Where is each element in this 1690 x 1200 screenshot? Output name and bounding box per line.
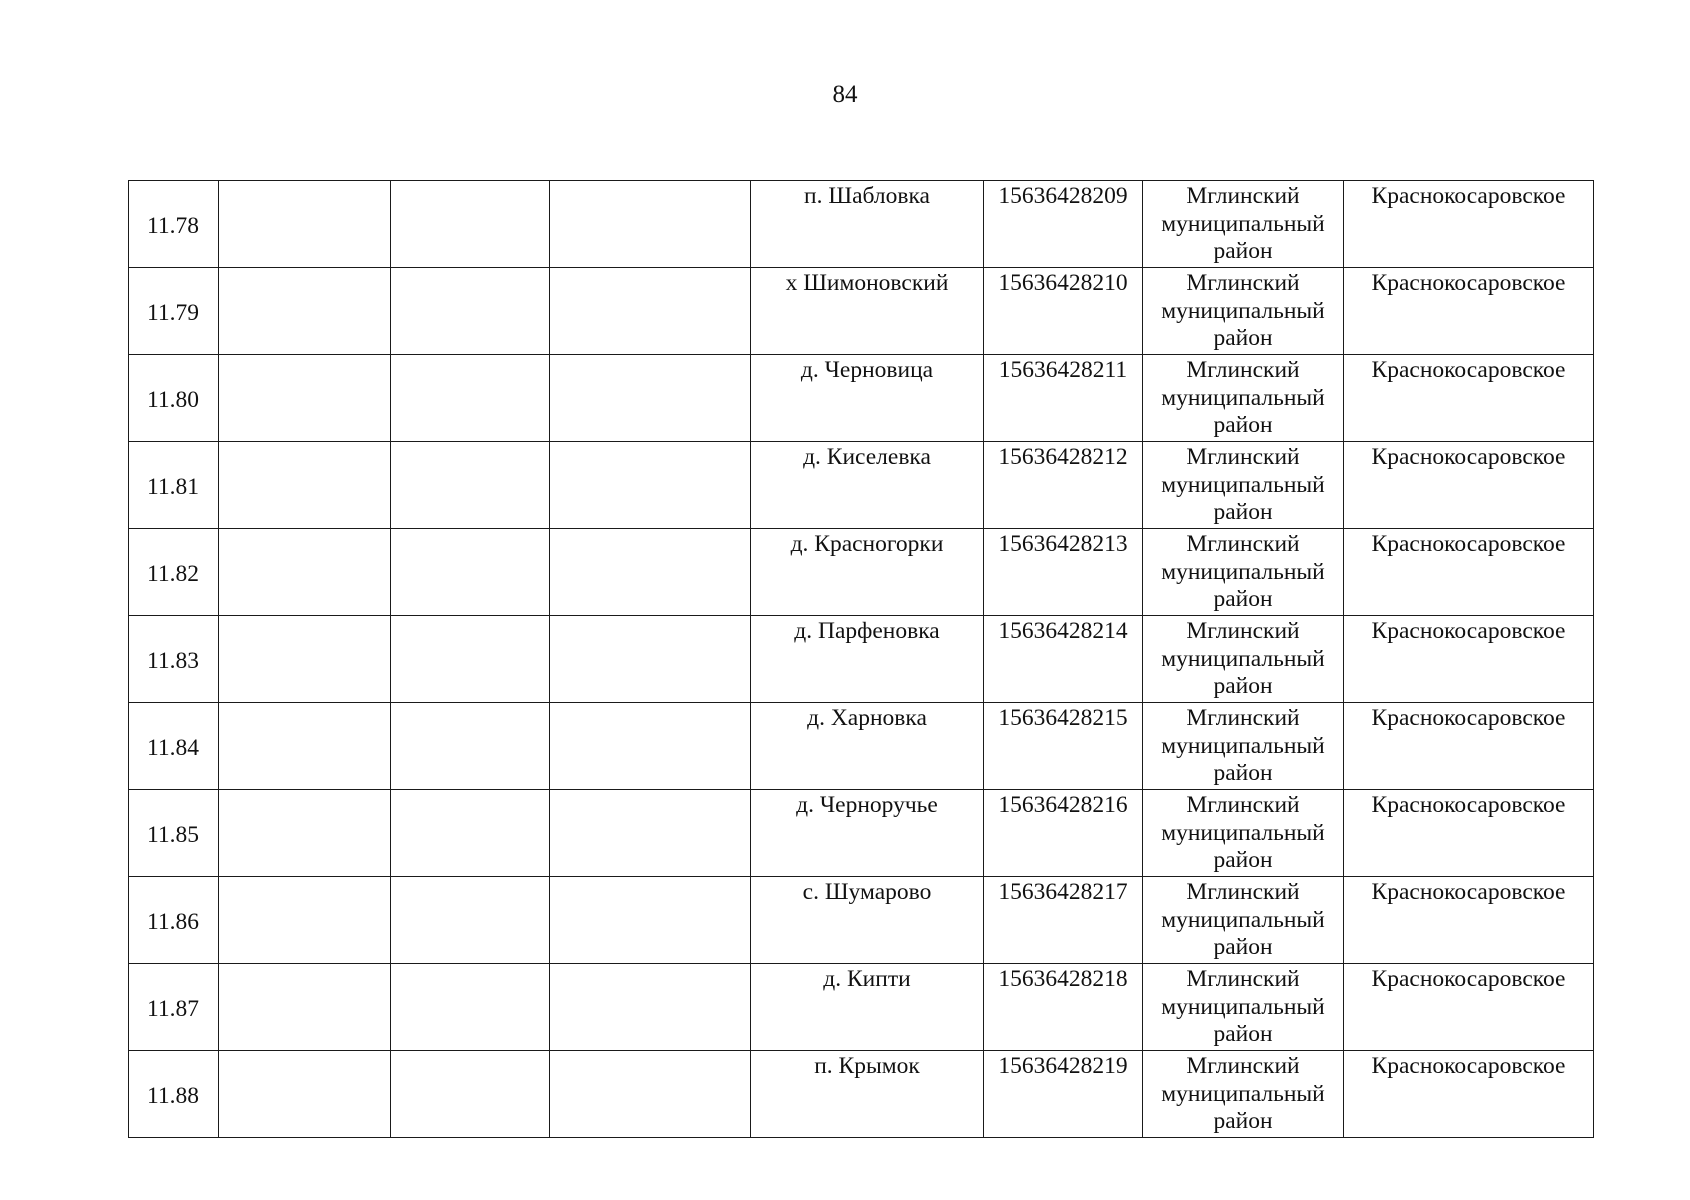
district-line: район [1213, 238, 1273, 264]
district-line: муниципальный [1161, 1080, 1325, 1107]
locality-name: д. Черноручье [751, 790, 984, 877]
district-line: муниципальный [1161, 906, 1325, 933]
settlement-name: Краснокосаровское [1344, 877, 1594, 964]
empty-cell [391, 703, 550, 790]
district-cell [1143, 616, 1344, 703]
oktmo-code: 15636428213 [984, 529, 1143, 616]
table-body [129, 181, 1594, 1138]
district-line: Мглинский [1186, 531, 1300, 557]
settlement-name: Краснокосаровское [1344, 1051, 1594, 1138]
table-row [129, 703, 1594, 790]
settlement-name: Краснокосаровское [1344, 181, 1594, 268]
table-row [129, 877, 1594, 964]
district-line: район [1213, 412, 1273, 438]
district-line: Мглинский [1186, 444, 1300, 470]
empty-cell [550, 790, 751, 877]
empty-cell [219, 703, 391, 790]
empty-cell [391, 790, 550, 877]
district-line: Мглинский [1186, 705, 1300, 731]
empty-cell [550, 355, 751, 442]
locality-name: п. Крымок [751, 1051, 984, 1138]
oktmo-code: 15636428214 [984, 616, 1143, 703]
locality-name: д. Кипти [751, 964, 984, 1051]
locality-name: д. Киселевка [751, 442, 984, 529]
empty-cell [391, 877, 550, 964]
table-row [129, 442, 1594, 529]
district-cell [1143, 790, 1344, 877]
empty-cell [550, 442, 751, 529]
empty-cell [550, 877, 751, 964]
district-line: Мглинский [1186, 183, 1300, 209]
district-line: муниципальный [1161, 558, 1325, 585]
empty-cell [219, 442, 391, 529]
table-row [129, 529, 1594, 616]
settlements-table [128, 180, 1594, 1138]
empty-cell [550, 703, 751, 790]
locality-name: х Шимоновский [751, 268, 984, 355]
oktmo-code: 15636428215 [984, 703, 1143, 790]
district-cell [1143, 877, 1344, 964]
district-line: Мглинский [1186, 270, 1300, 296]
district-line: Мглинский [1186, 1053, 1300, 1079]
empty-cell [391, 355, 550, 442]
oktmo-code: 15636428218 [984, 964, 1143, 1051]
row-number: 11.82 [129, 529, 219, 616]
district-line: муниципальный [1161, 993, 1325, 1020]
locality-name: д. Парфеновка [751, 616, 984, 703]
district-cell [1143, 964, 1344, 1051]
empty-cell [219, 268, 391, 355]
empty-cell [391, 529, 550, 616]
empty-cell [219, 529, 391, 616]
empty-cell [219, 790, 391, 877]
row-number: 11.81 [129, 442, 219, 529]
locality-name: д. Красногорки [751, 529, 984, 616]
district-line: район [1213, 673, 1273, 699]
empty-cell [219, 355, 391, 442]
empty-cell [550, 1051, 751, 1138]
row-number: 11.88 [129, 1051, 219, 1138]
district-cell [1143, 355, 1344, 442]
empty-cell [219, 181, 391, 268]
row-number: 11.83 [129, 616, 219, 703]
row-number: 11.78 [129, 181, 219, 268]
table-row [129, 181, 1594, 268]
oktmo-code: 15636428209 [984, 181, 1143, 268]
district-line: район [1213, 760, 1273, 786]
district-cell [1143, 442, 1344, 529]
row-number: 11.85 [129, 790, 219, 877]
oktmo-code: 15636428219 [984, 1051, 1143, 1138]
table-row [129, 964, 1594, 1051]
district-cell [1143, 703, 1344, 790]
oktmo-code: 15636428211 [984, 355, 1143, 442]
locality-name: д. Черновица [751, 355, 984, 442]
oktmo-code: 15636428217 [984, 877, 1143, 964]
empty-cell [391, 1051, 550, 1138]
empty-cell [391, 181, 550, 268]
empty-cell [391, 442, 550, 529]
district-line: Мглинский [1186, 792, 1300, 818]
district-line: Мглинский [1186, 357, 1300, 383]
settlement-name: Краснокосаровское [1344, 355, 1594, 442]
settlement-name: Краснокосаровское [1344, 616, 1594, 703]
empty-cell [391, 964, 550, 1051]
empty-cell [550, 181, 751, 268]
table-row [129, 355, 1594, 442]
district-cell [1143, 268, 1344, 355]
empty-cell [391, 616, 550, 703]
district-line: муниципальный [1161, 210, 1325, 237]
oktmo-code: 15636428216 [984, 790, 1143, 877]
settlement-name: Краснокосаровское [1344, 268, 1594, 355]
district-line: район [1213, 1021, 1273, 1047]
locality-name: с. Шумарово [751, 877, 984, 964]
district-line: Мглинский [1186, 879, 1300, 905]
district-line: муниципальный [1161, 819, 1325, 846]
empty-cell [219, 964, 391, 1051]
empty-cell [550, 616, 751, 703]
district-cell [1143, 529, 1344, 616]
district-cell [1143, 181, 1344, 268]
locality-name: п. Шабловка [751, 181, 984, 268]
empty-cell [219, 1051, 391, 1138]
district-line: муниципальный [1161, 645, 1325, 672]
oktmo-code: 15636428210 [984, 268, 1143, 355]
empty-cell [219, 877, 391, 964]
district-line: район [1213, 934, 1273, 960]
table-row [129, 616, 1594, 703]
table-row [129, 1051, 1594, 1138]
district-line: муниципальный [1161, 297, 1325, 324]
page-number: 84 [832, 81, 858, 108]
empty-cell [550, 268, 751, 355]
empty-cell [219, 616, 391, 703]
district-cell [1143, 1051, 1344, 1138]
settlement-name: Краснокосаровское [1344, 964, 1594, 1051]
district-line: район [1213, 1108, 1273, 1134]
district-line: муниципальный [1161, 384, 1325, 411]
empty-cell [550, 529, 751, 616]
district-line: муниципальный [1161, 471, 1325, 498]
settlement-name: Краснокосаровское [1344, 442, 1594, 529]
district-line: Мглинский [1186, 618, 1300, 644]
settlement-name: Краснокосаровское [1344, 529, 1594, 616]
empty-cell [550, 964, 751, 1051]
district-line: Мглинский [1186, 966, 1300, 992]
row-number: 11.80 [129, 355, 219, 442]
district-line: район [1213, 499, 1273, 525]
district-line: муниципальный [1161, 732, 1325, 759]
district-line: район [1213, 586, 1273, 612]
row-number: 11.87 [129, 964, 219, 1051]
district-line: район [1213, 847, 1273, 873]
row-number: 11.86 [129, 877, 219, 964]
row-number: 11.84 [129, 703, 219, 790]
settlement-name: Краснокосаровское [1344, 703, 1594, 790]
row-number: 11.79 [129, 268, 219, 355]
locality-name: д. Харновка [751, 703, 984, 790]
table-row [129, 268, 1594, 355]
settlement-name: Краснокосаровское [1344, 790, 1594, 877]
empty-cell [391, 268, 550, 355]
table-row [129, 790, 1594, 877]
district-line: район [1213, 325, 1273, 351]
oktmo-code: 15636428212 [984, 442, 1143, 529]
